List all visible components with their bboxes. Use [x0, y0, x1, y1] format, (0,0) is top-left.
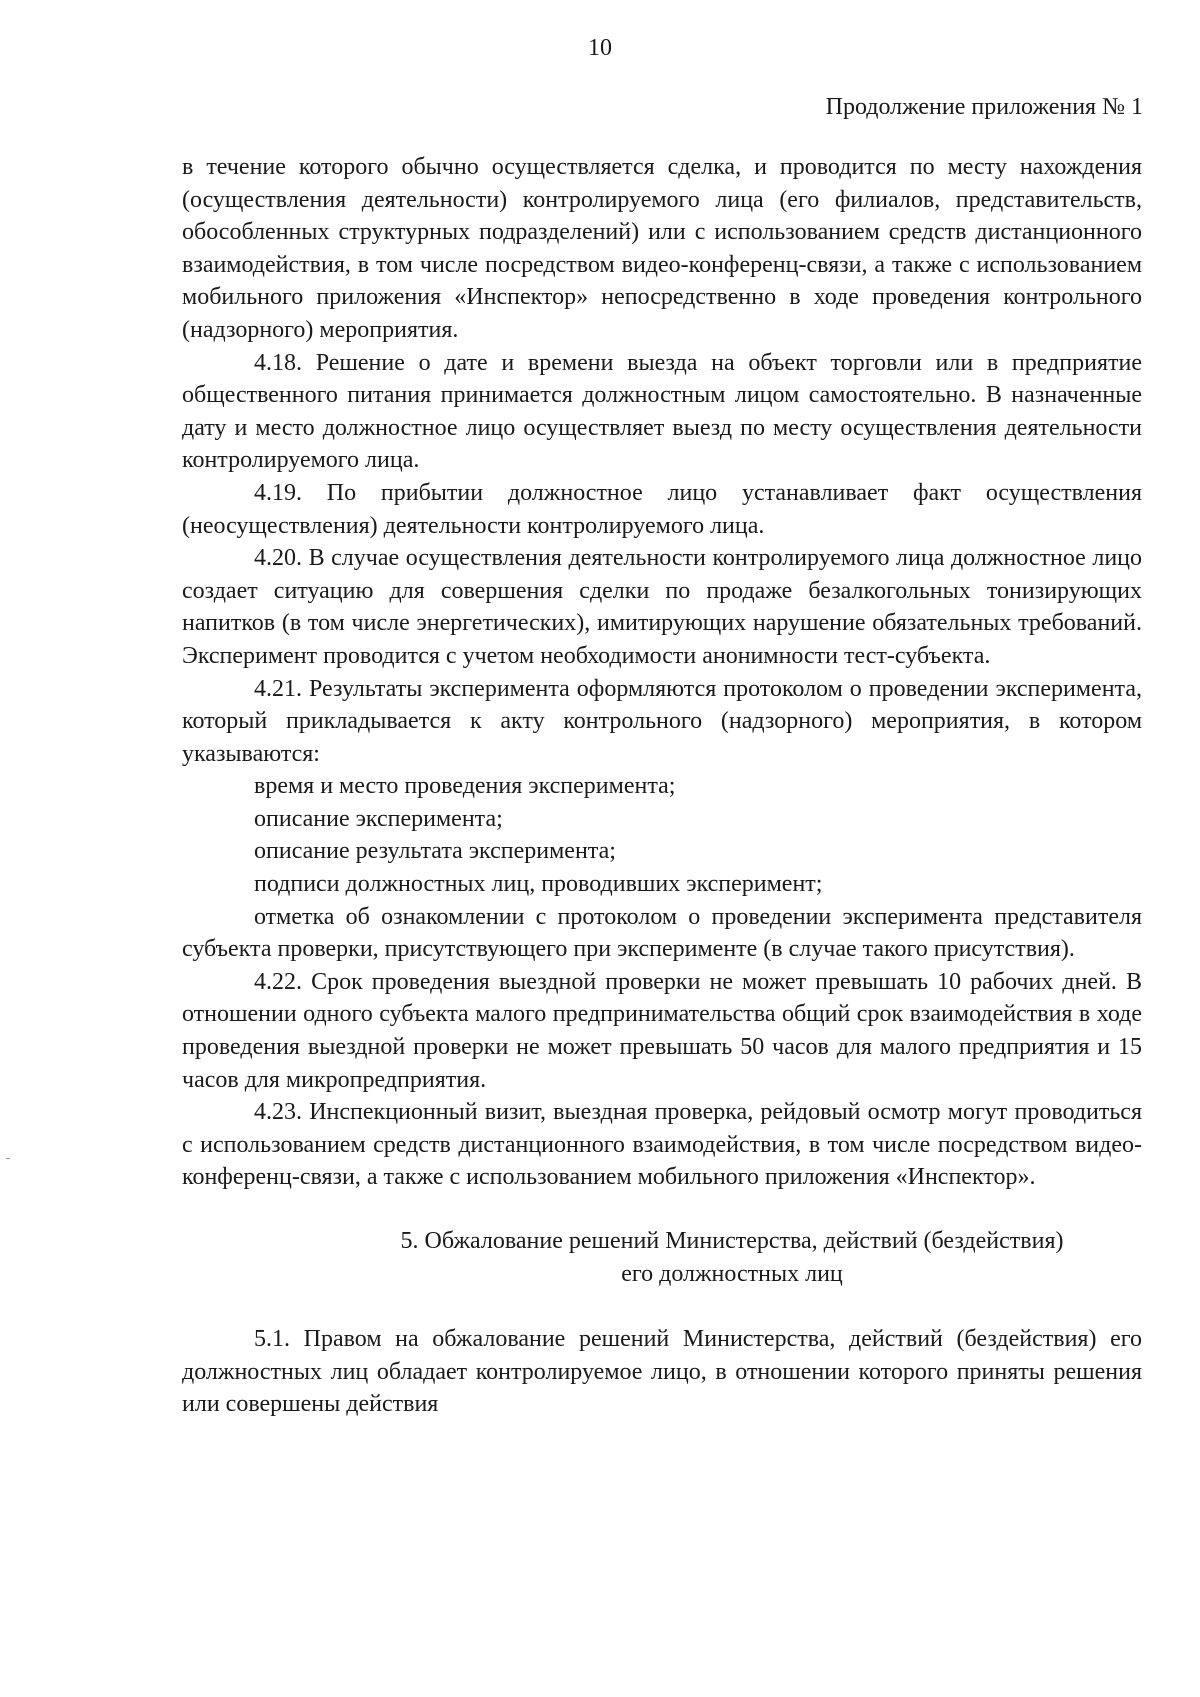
list-item: описание результата эксперимента;	[254, 838, 616, 865]
paragraph-4-21: 4.21. Результаты эксперимента оформляются протоколом о проведении эксперимента, который прикладывается к акту контрольного (надзорного) мероприятия, в котором указываются:	[182, 675, 1142, 767]
appendix-continuation-note: Продолжение приложения № 1	[825, 94, 1143, 120]
list-item: подписи должностных лиц, проводивших эксперимент;	[254, 871, 823, 898]
paragraph-4-22: 4.22. Срок проведения выездной проверки не может превышать 10 рабочих дней. В отношении одного субъекта малого предпринимательства общий срок взаимодействия в ходе проведения выездной проверки не может превышать 50 часов для малого предприятия и 15 часов для микропредприятия.	[182, 968, 1142, 1093]
paragraph-4-20: 4.20. В случае осуществления деятельности контролируемого лица должностное лицо создает ситуацию для совершения сделки по продаже безалкогольных тонизирующих напитков (в том числе энергетических), имитирующих нарушение обязательных требований. Эксперимент проводится с учетом необходимости анонимности тест-субъекта.	[182, 545, 1142, 669]
paragraph-4-18: 4.18. Решение о дате и времени выезда на объект торговли или в предприятие общественного питания принимается должностным лицом самостоятельно. В назначенные дату и место должностное лицо осуществляет выезд по месту осуществления деятельности контролируемого лица.	[182, 349, 1142, 474]
paragraph-5-1: 5.1. Правом на обжалование решений Министерства, действий (бездействия) его должностных лиц обладает контролируемое лицо, в отношении которого приняты решения или совершены действия	[182, 1326, 1142, 1418]
document-body	[182, 151, 1142, 1421]
section-5-title-line-1: 5. Обжалование решений Министерства, действий (бездействия)	[400, 1228, 1064, 1254]
list-item: отметка об ознакомлении с протоколом о проведении эксперимента представителя субъекта проверки, присутствующего при эксперименте (в случае такого присутствия).	[182, 903, 1142, 963]
paragraph-4-19: 4.19. По прибытии должностное лицо устанавливает факт осуществления (неосуществления) деятельности контролируемого лица.	[182, 479, 1142, 539]
section-5-title	[182, 1225, 1142, 1291]
section-5-title-line-2: его должностных лиц	[621, 1261, 843, 1287]
scan-margin-mark	[6, 1158, 10, 1159]
page-number: 10	[588, 35, 612, 61]
paragraph-continued: в течение которого обычно осуществляется сделка, и проводится по месту нахождения (осуществления деятельности) контролируемого лица (его филиалов, представительств, обособленных структурных подразделений) или с использованием средств дистанционного взаимодействия, в том числе посредством видео-конференц-связи, а также с использованием мобильного приложения «Инспектор» непосредственно в ходе проведения контрольного (надзорного) мероприятия.	[182, 154, 1142, 343]
list-item: описание эксперимента;	[254, 805, 503, 832]
paragraph-4-23: 4.23. Инспекционный визит, выездная проверка, рейдовый осмотр могут проводиться с использованием средств дистанционного взаимодействия, в том числе посредством видео-конференц-связи, а также с использованием мобильного приложения «Инспектор».	[182, 1099, 1142, 1191]
list-item: время и место проведения эксперимента;	[254, 773, 676, 800]
